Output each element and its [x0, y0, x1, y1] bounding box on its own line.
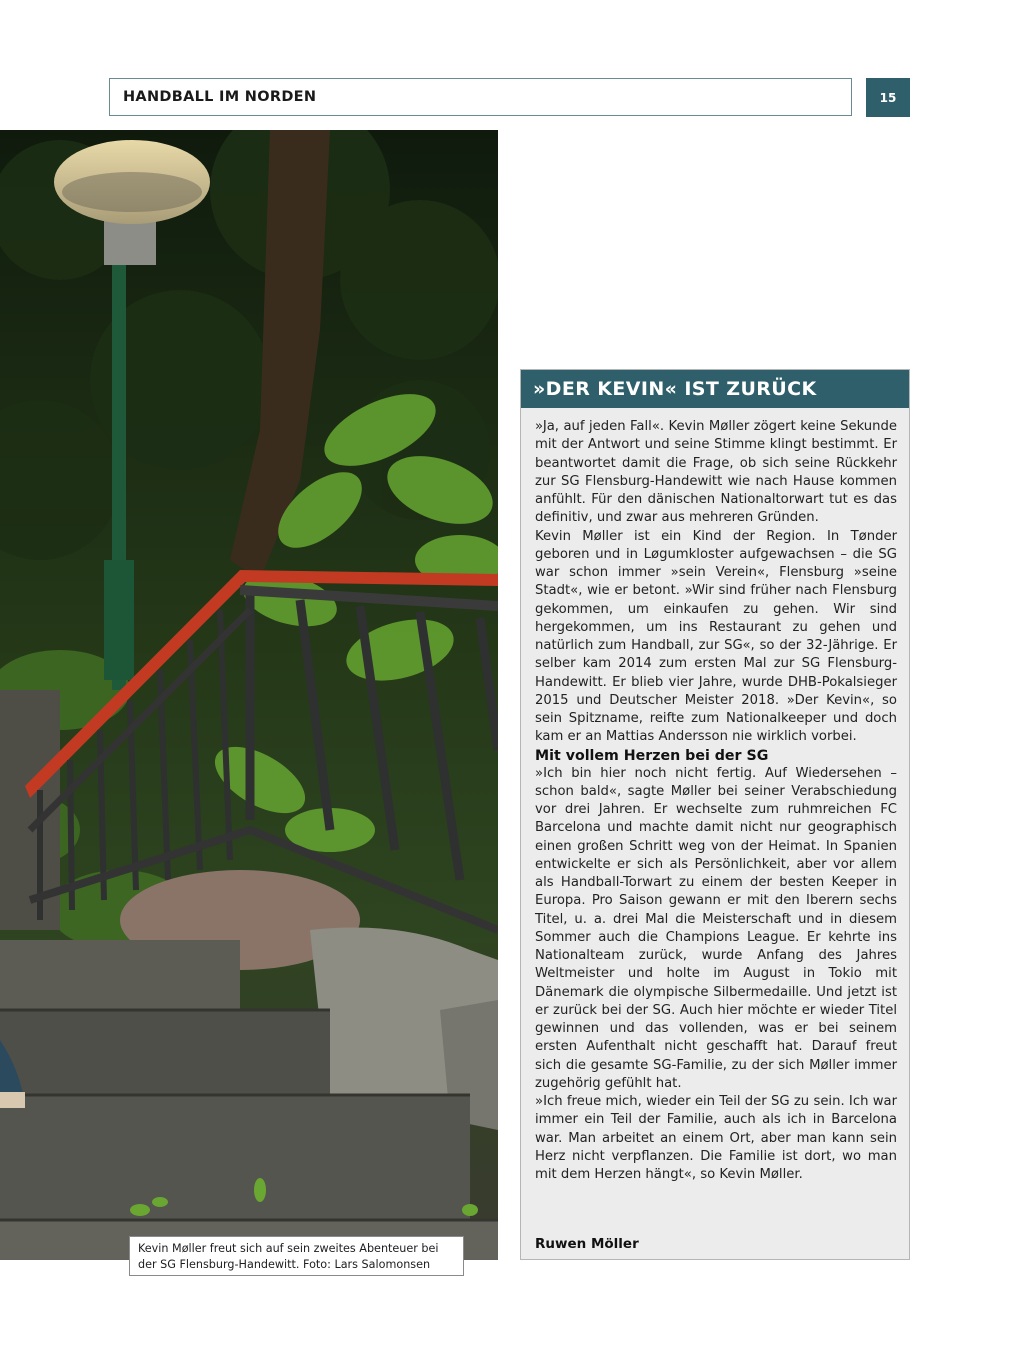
page-number: 15	[866, 78, 910, 117]
article-subheading: Mit vollem Herzen bei der SG	[535, 747, 769, 764]
photo-caption: Kevin Møller freut sich auf sein zweites Abenteuer bei der SG Flensburg-Handewitt. Foto: Lars Salomonsen	[129, 1236, 464, 1276]
article-paragraph: »Ich freue mich, wieder ein Teil der SG zu sein. Ich war immer ein Teil der Familie, auch als ich in Barcelona war. Man arbeitet an einem Ort, aber man kann sein Herz nicht verpflanzen. Die Familie ist dort, wo man mit dem Herzen hängt«, so Kevin Møller.	[535, 1094, 897, 1182]
section-title: HANDBALL IM NORDEN	[123, 89, 317, 105]
article-paragraph: Kevin Møller ist ein Kind der Region. In Tønder geboren und in Løgumkloster aufgewachsen – die SG war schon immer »sein Verein«, Flensburg »seine Stadt«, wie er betont. »Wir sind früher nach Flensburg gekommen, um einkaufen zu gehen. Wir sind hergekommen, um ins Restaurant zu gehen und natürlich zum Handball, zur SG«, so der 32-Jährige. Er selber kam 2014 zum ersten Mal zur SG Flensburg-Handewitt. Er blieb vier Jahre, wurde DHB-Pokalsieger 2015 und Deutscher Meister 2018. »Der Kevin«, so sein Spitzname, reifte zum Nationalkeeper und doch kam er an Mattias Andersson nie wirklich vorbei.	[535, 528, 897, 745]
article-paragraph: »Ja, auf jeden Fall«. Kevin Møller zögert keine Sekunde mit der Antwort und seine Stimme klingt bestimmt. Er beantwortet damit die Frage, ob sich seine Rückkehr zur SG Flensburg-Handewitt wie nach Hause kommen anfühlt. Für den dänischen Nationaltorwart tut es das definitiv, und zwar aus mehreren Gründen.	[535, 419, 897, 526]
article-title-bar	[521, 370, 909, 408]
article-author: Ruwen Möller	[535, 1236, 639, 1252]
article-box	[520, 369, 910, 1260]
article-paragraph: »Ich bin hier noch nicht fertig. Auf Wiedersehen – schon bald«, sagte Møller bei seiner Verabschiedung vor drei Jahren. Er wechselte zum ruhmreichen FC Barcelona und machte damit nicht nur geographisch einen großen Schritt weg von der Heimat. In Spanien entwickelte er sich als Persönlichkeit, aber vor allem als Handball-Torwart zu einem der besten Keeper in Europa. Pro Saison gewann er mit den Iberern sechs Titel, u. a. drei Mal die Meisterschaft und in diesem Sommer auch die Champions League. Er kehrte ins Nationalteam zurück, wurde Anfang des Jahres Weltmeister und holte im August in Tokio mit Dänemark die olympische Silbermedaille. Und jetzt ist er zurück bei der SG. Auch hier möchte er wieder Titel gewinnen und das vollenden, was er bei seinem ersten Aufenthalt nicht geschafft hat. Darauf freut sich die gesamte SG-Familie, zu der sich Møller immer zugehörig gefühlt hat.	[535, 765, 897, 1091]
section-header	[109, 78, 852, 116]
article-title: »DER KEVIN« IST ZURÜCK	[533, 378, 817, 400]
article-body	[535, 418, 897, 1184]
article-photo	[0, 130, 498, 1260]
